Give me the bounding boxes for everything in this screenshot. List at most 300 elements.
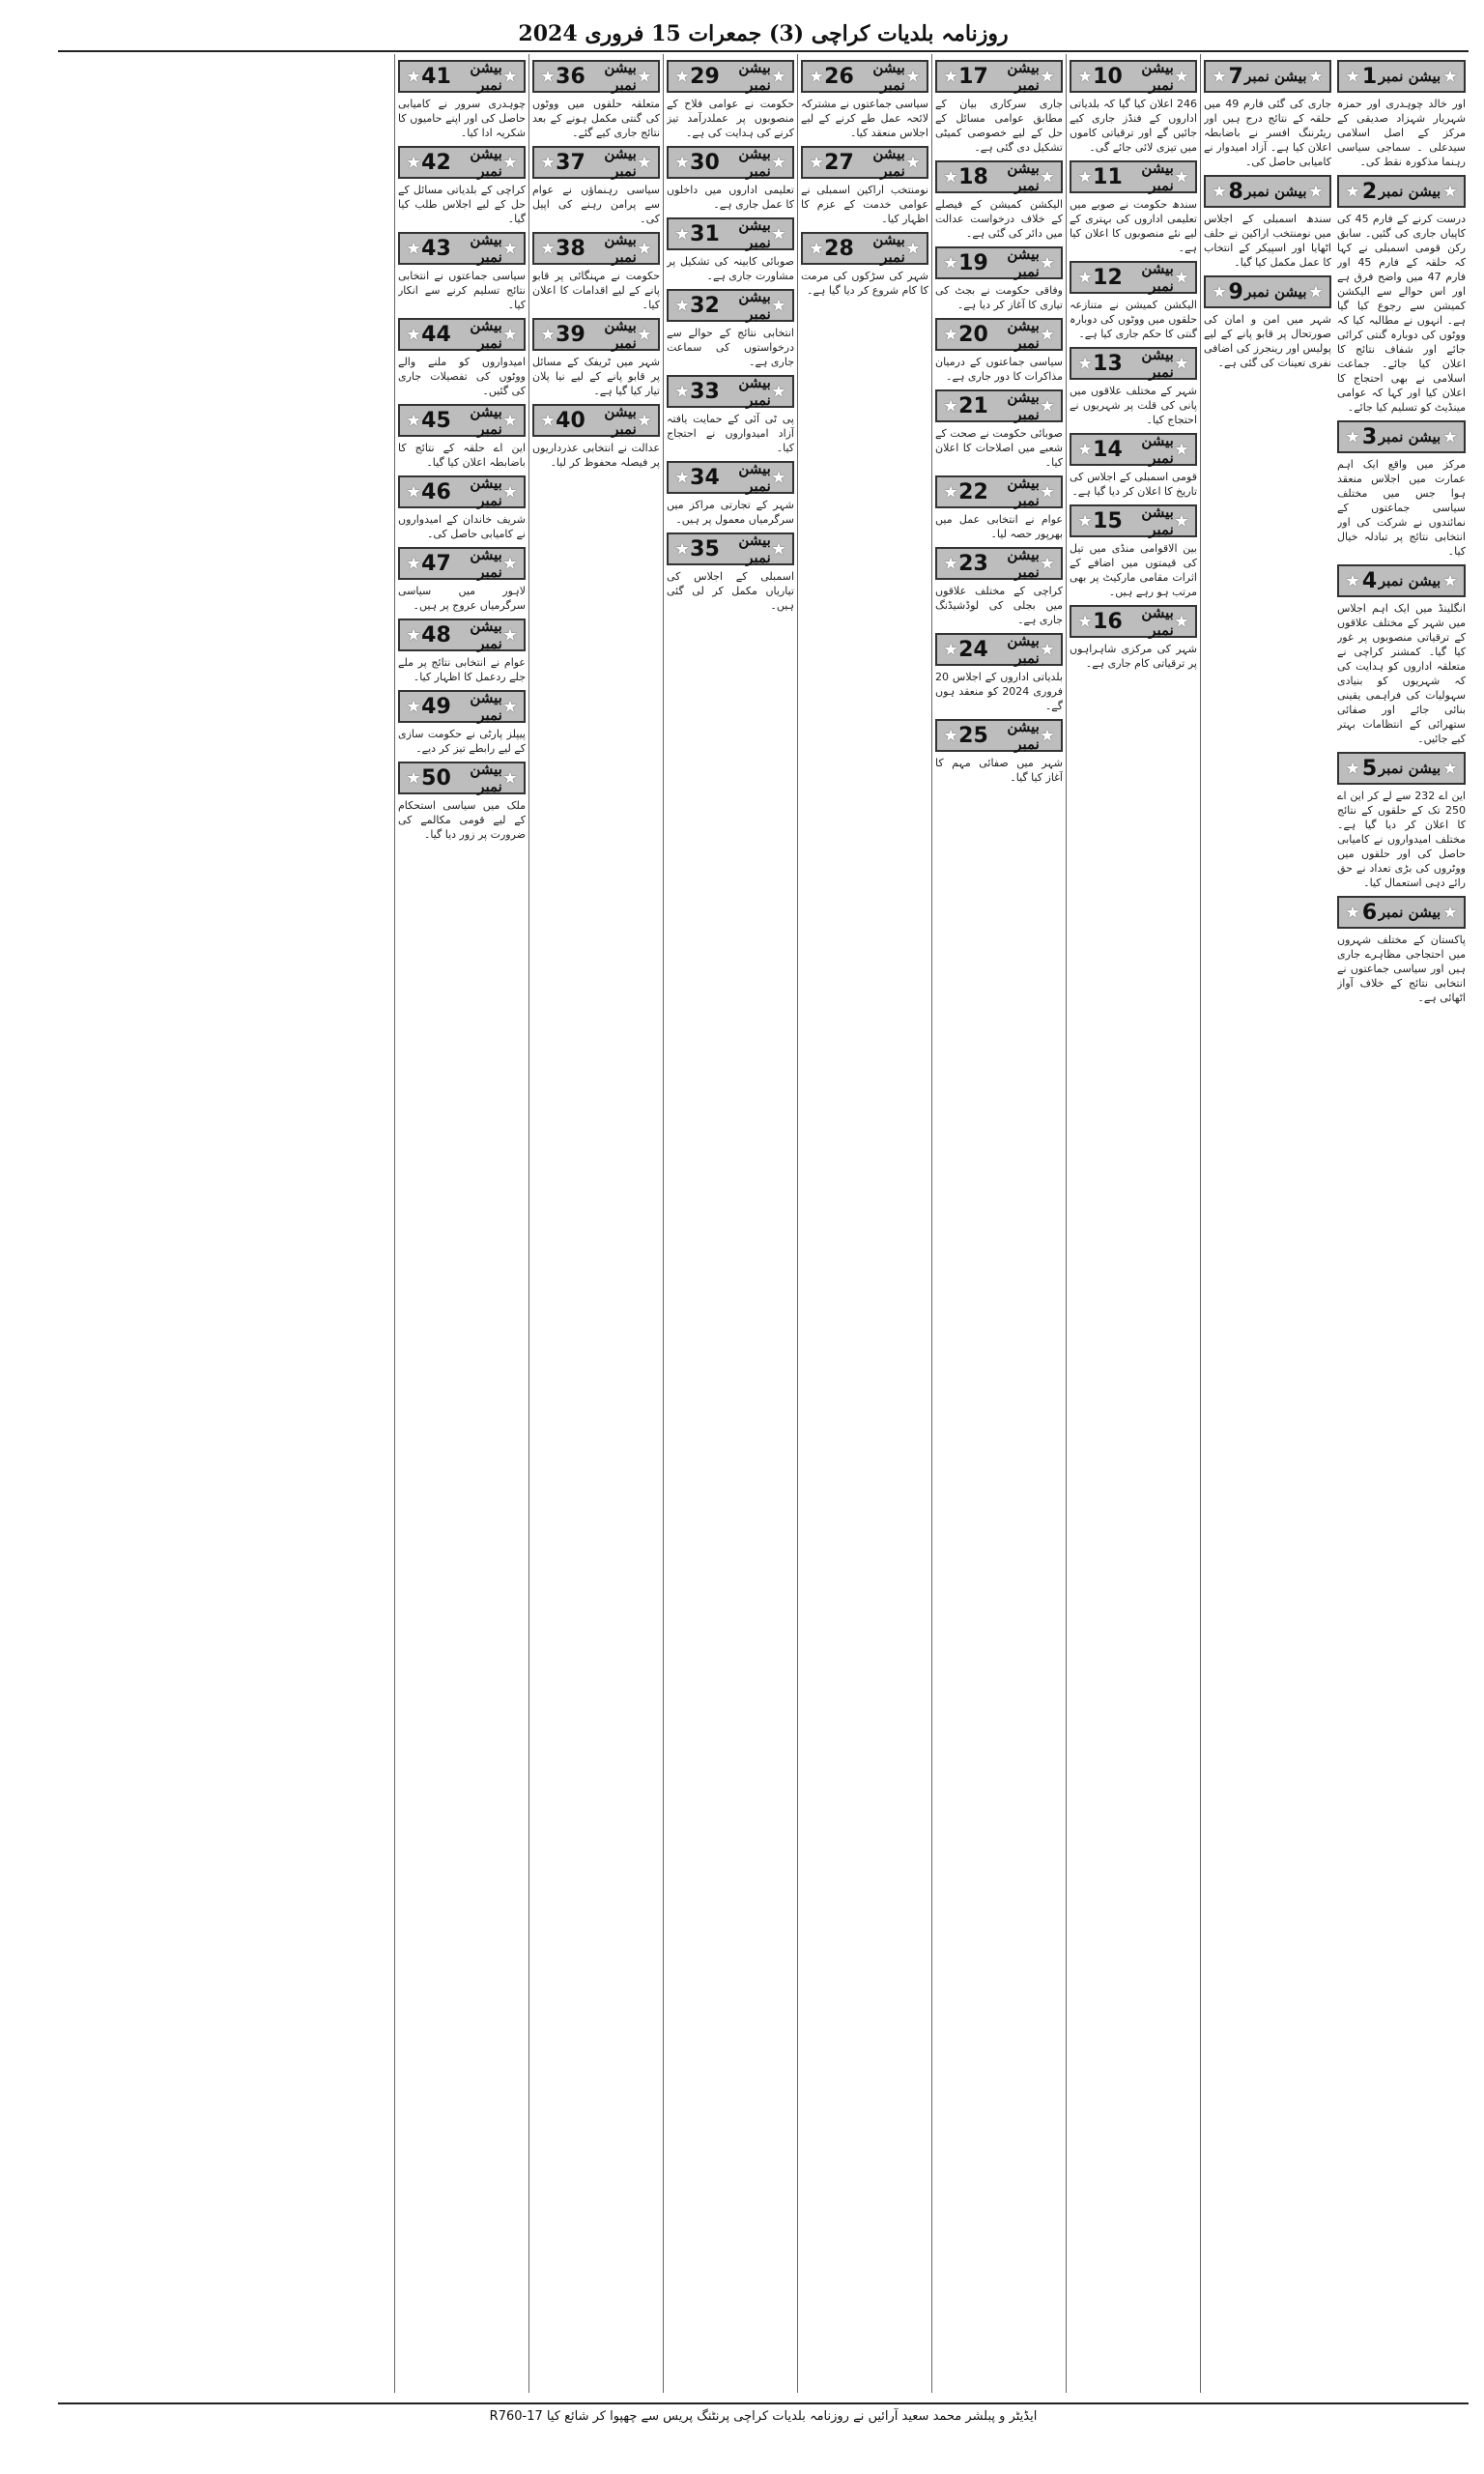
constituency-label: بیشن نمبر bbox=[1141, 346, 1174, 381]
constituency-number: 28 bbox=[824, 236, 854, 261]
constituency-header-box bbox=[398, 618, 526, 651]
constituency-label: بیشن نمبر bbox=[1244, 183, 1307, 200]
star-icon: ★ bbox=[501, 696, 518, 717]
star-icon: ★ bbox=[1039, 324, 1055, 345]
news-column bbox=[394, 54, 528, 2393]
constituency-label: بیشن نمبر bbox=[738, 59, 771, 94]
star-icon: ★ bbox=[1307, 281, 1324, 302]
constituency-number: 1 bbox=[1361, 64, 1378, 89]
article-body: 246 اعلان کیا گیا کہ بلدیاتی اداروں کے فنڈز جاری کیے جائیں گے اور ترقیاتی کاموں میں تیزی لائی جائے گی۔ bbox=[1070, 98, 1197, 154]
constituency-article bbox=[1204, 60, 1331, 169]
constituency-header-box bbox=[667, 146, 794, 179]
constituency-number: 43 bbox=[421, 236, 451, 261]
star-icon: ★ bbox=[1039, 166, 1055, 187]
star-icon: ★ bbox=[770, 538, 786, 560]
constituency-header-box bbox=[1070, 504, 1197, 537]
article-body: شہر میں امن و امان کی صورتحال پر قابو پانے کے لیے پولیس اور رینجرز کی اضافی نفری تعینات کی گئی ہے۔ bbox=[1204, 313, 1331, 369]
star-icon: ★ bbox=[1345, 181, 1361, 202]
constituency-label: بیشن نمبر bbox=[1378, 183, 1441, 200]
constituency-article bbox=[801, 232, 928, 298]
article-body: وفاقی حکومت نے بجٹ کی تیاری کا آغاز کر دیا ہے۔ bbox=[935, 284, 1063, 311]
star-icon: ★ bbox=[943, 324, 959, 345]
constituency-number: 15 bbox=[1093, 508, 1123, 533]
star-icon: ★ bbox=[904, 152, 921, 173]
constituency-label: بیشن نمبر bbox=[470, 546, 502, 581]
star-icon: ★ bbox=[1077, 267, 1094, 288]
constituency-label: بیشن نمبر bbox=[738, 288, 771, 323]
constituency-header-box bbox=[1337, 752, 1466, 785]
constituency-label: بیشن نمبر bbox=[1007, 546, 1040, 581]
star-icon: ★ bbox=[636, 410, 652, 431]
star-icon: ★ bbox=[1039, 395, 1055, 417]
article-body: انگلینڈ میں ایک اہم اجلاس میں شہر کے مختلف علاقوں کے ترقیاتی منصوبوں پر غور کیا گیا۔ کمشنر کراچی نے متعلقہ اداروں کو ہدایت کی کہ شہریوں کو بنیادی سہولیات کی فراہمی یقینی بنائی جائے اور صفائی ستھرائی کے انتظامات بہتر کیے جائیں۔ bbox=[1337, 602, 1466, 745]
constituency-number: 11 bbox=[1093, 164, 1123, 189]
constituency-header-box bbox=[1070, 160, 1197, 193]
constituency-article bbox=[398, 762, 526, 842]
constituency-number: 4 bbox=[1361, 568, 1378, 593]
constituency-article bbox=[667, 289, 794, 369]
constituency-header-box bbox=[801, 232, 928, 265]
constituency-article bbox=[532, 60, 660, 140]
article-body: الیکشن کمیشن کے فیصلے کے خلاف درخواست عدالت میں دائر کی گئی ہے۔ bbox=[935, 198, 1063, 240]
constituency-label: بیشن نمبر bbox=[604, 317, 637, 352]
star-icon: ★ bbox=[1077, 439, 1094, 460]
star-icon: ★ bbox=[501, 152, 518, 173]
constituency-label: بیشن نمبر bbox=[1378, 68, 1441, 85]
constituency-label: بیشن نمبر bbox=[1141, 503, 1174, 538]
constituency-number: 50 bbox=[421, 765, 451, 791]
article-body: شہر کی مرکزی شاہراہوں پر ترقیاتی کام جاری ہے۔ bbox=[1070, 643, 1197, 670]
star-icon: ★ bbox=[770, 381, 786, 402]
star-icon: ★ bbox=[1173, 353, 1189, 374]
star-icon: ★ bbox=[1441, 181, 1458, 202]
article-body: نومنتخب اراکین اسمبلی نے عوامی خدمت کے عزم کا اظہار کیا۔ bbox=[801, 184, 928, 225]
article-body: اور خالد چوہدری اور حمزہ شہریار شہزاد صدیقی کے مرکز کے اصل اسلامی سیدعلی ۔ سماجی سیاسی رہنما مذکورہ نقط کی۔ bbox=[1337, 98, 1466, 168]
constituency-label: بیشن نمبر bbox=[604, 59, 637, 94]
constituency-article bbox=[935, 475, 1063, 541]
star-icon: ★ bbox=[770, 66, 786, 87]
constituency-number: 31 bbox=[690, 221, 720, 246]
constituency-label: بیشن نمبر bbox=[470, 618, 502, 652]
constituency-label: بیشن نمبر bbox=[470, 59, 502, 94]
constituency-number: 49 bbox=[421, 694, 451, 719]
article-body: انتخابی نتائج کے حوالے سے درخواستوں کی سماعت جاری ہے۔ bbox=[667, 327, 794, 368]
constituency-article bbox=[1070, 347, 1197, 427]
star-icon: ★ bbox=[501, 324, 518, 345]
star-icon: ★ bbox=[406, 696, 422, 717]
constituency-number: 26 bbox=[824, 64, 854, 89]
star-icon: ★ bbox=[1173, 510, 1189, 532]
constituency-header-box bbox=[398, 762, 526, 794]
article-body: چوہدری سرور نے کامیابی حاصل کی اور اپنے حامیوں کا شکریہ ادا کیا۔ bbox=[398, 98, 526, 139]
star-icon: ★ bbox=[501, 66, 518, 87]
constituency-label: بیشن نمبر bbox=[1141, 59, 1174, 94]
constituency-article bbox=[667, 146, 794, 212]
constituency-label: بیشن نمبر bbox=[738, 460, 771, 495]
article-body: بین الاقوامی منڈی میں تیل کی قیمتوں میں اضافے کے اثرات مقامی مارکیٹ پر بھی مرتب ہو رہے ہیں۔ bbox=[1070, 542, 1197, 598]
star-icon: ★ bbox=[501, 238, 518, 259]
constituency-article bbox=[1337, 564, 1466, 746]
constituency-article bbox=[1070, 504, 1197, 599]
star-icon: ★ bbox=[809, 152, 825, 173]
constituency-header-box bbox=[398, 146, 526, 179]
constituency-article bbox=[935, 633, 1063, 713]
constituency-article bbox=[532, 404, 660, 470]
constituency-number: 48 bbox=[421, 622, 451, 647]
star-icon: ★ bbox=[943, 252, 959, 273]
article-body: عوام نے انتخابی عمل میں بھرپور حصہ لیا۔ bbox=[935, 513, 1063, 540]
masthead-title: روزنامہ بلدیات کراچی (3) جمعرات 15 فروری 2024 bbox=[518, 21, 1009, 46]
constituency-header-box bbox=[801, 146, 928, 179]
star-icon: ★ bbox=[540, 324, 556, 345]
article-body: الیکشن کمیشن نے متنازعہ حلقوں میں ووٹوں کی دوبارہ گنتی کا حکم جاری کیا ہے۔ bbox=[1070, 299, 1197, 340]
constituency-number: 41 bbox=[421, 64, 451, 89]
constituency-article bbox=[398, 318, 526, 398]
constituency-article bbox=[667, 60, 794, 140]
constituency-label: بیشن نمبر bbox=[1244, 68, 1307, 85]
article-body: لاہور میں سیاسی سرگرمیاں عروج پر ہیں۔ bbox=[398, 585, 526, 612]
article-body: شہر کے تجارتی مراکز میں سرگرمیاں معمول پر ہیں۔ bbox=[667, 499, 794, 526]
constituency-article bbox=[935, 246, 1063, 312]
constituency-article bbox=[1337, 175, 1466, 415]
star-icon: ★ bbox=[1212, 281, 1228, 302]
masthead bbox=[58, 17, 1469, 52]
constituency-article bbox=[1070, 261, 1197, 341]
star-icon: ★ bbox=[406, 152, 422, 173]
constituency-label: بیشن نمبر bbox=[470, 317, 502, 352]
constituency-header-box bbox=[1070, 261, 1197, 294]
article-body: سیاسی جماعتوں کے درمیان مذاکرات کا دور جاری ہے۔ bbox=[935, 356, 1063, 383]
article-body: پیپلز پارٹی نے حکومت سازی کے لیے رابطے تیز کر دیے۔ bbox=[398, 728, 526, 755]
article-body: قومی اسمبلی کے اجلاس کی تاریخ کا اعلان کر دیا گیا ہے۔ bbox=[1070, 471, 1197, 498]
constituency-header-box bbox=[935, 719, 1063, 752]
constituency-label: بیشن نمبر bbox=[872, 231, 905, 266]
constituency-label: بیشن نمبر bbox=[470, 231, 502, 266]
constituency-header-box bbox=[1337, 175, 1466, 208]
constituency-number: 6 bbox=[1361, 900, 1378, 925]
star-icon: ★ bbox=[770, 295, 786, 316]
constituency-header-box bbox=[935, 318, 1063, 351]
constituency-header-box bbox=[532, 60, 660, 93]
article-body: شہر میں ٹریفک کے مسائل پر قابو پانے کے لیے نیا پلان تیار کیا گیا ہے۔ bbox=[532, 356, 660, 397]
constituency-label: بیشن نمبر bbox=[1007, 388, 1040, 423]
star-icon: ★ bbox=[1077, 66, 1094, 87]
constituency-label: بیشن نمبر bbox=[738, 532, 771, 566]
star-icon: ★ bbox=[1173, 439, 1189, 460]
constituency-label: بیشن نمبر bbox=[1378, 904, 1441, 921]
constituency-article bbox=[398, 547, 526, 613]
constituency-header-box bbox=[1337, 60, 1466, 93]
star-icon: ★ bbox=[1345, 758, 1361, 779]
constituency-header-box bbox=[1070, 347, 1197, 380]
star-icon: ★ bbox=[1173, 166, 1189, 187]
constituency-label: بیشن نمبر bbox=[1378, 760, 1441, 777]
star-icon: ★ bbox=[406, 324, 422, 345]
article-body: این اے حلقہ کے نتائج کا باضابطہ اعلان کیا گیا۔ bbox=[398, 442, 526, 469]
news-column bbox=[528, 54, 663, 2393]
star-icon: ★ bbox=[904, 66, 921, 87]
constituency-number: 20 bbox=[958, 322, 988, 347]
constituency-header-box bbox=[935, 475, 1063, 508]
star-icon: ★ bbox=[1039, 553, 1055, 574]
constituency-number: 32 bbox=[690, 293, 720, 318]
constituency-header-box bbox=[935, 633, 1063, 666]
constituency-label: بیشن نمبر bbox=[1378, 428, 1441, 446]
constituency-header-box bbox=[1204, 275, 1331, 308]
constituency-number: 45 bbox=[421, 408, 451, 433]
article-body: سندھ حکومت نے صوبے میں تعلیمی اداروں کی بہتری کے لیے نئے منصوبوں کا اعلان کیا ہے۔ bbox=[1070, 198, 1197, 254]
article-body: جاری سرکاری بیان کے مطابق عوامی مسائل کے حل کے لیے خصوصی کمیٹی تشکیل دی گئی ہے۔ bbox=[935, 98, 1063, 154]
constituency-header-box bbox=[667, 289, 794, 322]
constituency-number: 35 bbox=[690, 536, 720, 561]
imprint-footer bbox=[58, 2402, 1469, 2430]
constituency-label: بیشن نمبر bbox=[604, 231, 637, 266]
star-icon: ★ bbox=[1441, 570, 1458, 591]
news-column bbox=[1066, 54, 1200, 2393]
constituency-article bbox=[1337, 896, 1466, 1005]
star-icon: ★ bbox=[1039, 481, 1055, 503]
constituency-header-box bbox=[398, 547, 526, 580]
star-icon: ★ bbox=[1039, 725, 1055, 746]
constituency-header-box bbox=[532, 318, 660, 351]
constituency-number: 30 bbox=[690, 150, 720, 175]
constituency-article bbox=[801, 60, 928, 140]
constituency-article bbox=[667, 461, 794, 527]
star-icon: ★ bbox=[636, 66, 652, 87]
star-icon: ★ bbox=[1173, 611, 1189, 632]
constituency-article bbox=[398, 475, 526, 541]
star-icon: ★ bbox=[1212, 181, 1228, 202]
constituency-number: 34 bbox=[690, 465, 720, 490]
constituency-number: 42 bbox=[421, 150, 451, 175]
constituency-number: 10 bbox=[1093, 64, 1123, 89]
constituency-number: 17 bbox=[958, 64, 988, 89]
constituency-header-box bbox=[935, 547, 1063, 580]
star-icon: ★ bbox=[674, 467, 691, 488]
constituency-number: 27 bbox=[824, 150, 854, 175]
article-body: صوبائی حکومت نے صحت کے شعبے میں اصلاحات کا اعلان کیا۔ bbox=[935, 427, 1063, 469]
constituency-label: بیشن نمبر bbox=[1244, 283, 1307, 301]
constituency-article bbox=[398, 60, 526, 140]
star-icon: ★ bbox=[501, 553, 518, 574]
constituency-article bbox=[1070, 605, 1197, 671]
star-icon: ★ bbox=[674, 295, 691, 316]
star-icon: ★ bbox=[674, 223, 691, 245]
article-body: ملک میں سیاسی استحکام کے لیے قومی مکالمے کی ضرورت پر زور دیا گیا۔ bbox=[398, 799, 526, 841]
star-icon: ★ bbox=[501, 767, 518, 789]
constituency-header-box bbox=[532, 232, 660, 265]
star-icon: ★ bbox=[1077, 611, 1094, 632]
star-icon: ★ bbox=[1039, 252, 1055, 273]
star-icon: ★ bbox=[770, 223, 786, 245]
article-body: شریف خاندان کے امیدواروں نے کامیابی حاصل کی۔ bbox=[398, 513, 526, 540]
star-icon: ★ bbox=[1077, 353, 1094, 374]
constituency-label: بیشن نمبر bbox=[1378, 572, 1441, 590]
star-icon: ★ bbox=[943, 553, 959, 574]
star-icon: ★ bbox=[1173, 267, 1189, 288]
news-column bbox=[1334, 54, 1469, 2393]
constituency-number: 25 bbox=[958, 723, 988, 748]
star-icon: ★ bbox=[1441, 66, 1458, 87]
constituency-label: بیشن نمبر bbox=[738, 216, 771, 251]
article-body: این اے 232 سے لے کر این اے 250 تک کے حلقوں کے نتائج کا اعلان کر دیا گیا ہے۔ مختلف امیدواروں نے کامیابی حاصل کی اور حلقوں میں ووٹروں کی بڑی تعداد نے حق رائے دہی استعمال کیا۔ bbox=[1337, 790, 1466, 889]
constituency-header-box bbox=[935, 160, 1063, 193]
star-icon: ★ bbox=[406, 238, 422, 259]
constituency-number: 12 bbox=[1093, 265, 1123, 290]
news-columns bbox=[58, 54, 1469, 2393]
star-icon: ★ bbox=[943, 639, 959, 660]
article-body: عدالت نے انتخابی عذرداریوں پر فیصلہ محفوظ کر لیا۔ bbox=[532, 442, 660, 469]
constituency-header-box bbox=[667, 461, 794, 494]
star-icon: ★ bbox=[770, 152, 786, 173]
constituency-header-box bbox=[1337, 420, 1466, 453]
constituency-number: 46 bbox=[421, 479, 451, 504]
star-icon: ★ bbox=[674, 66, 691, 87]
constituency-header-box bbox=[1070, 433, 1197, 466]
constituency-number: 33 bbox=[690, 379, 720, 404]
news-column bbox=[797, 54, 931, 2393]
star-icon: ★ bbox=[1077, 166, 1094, 187]
constituency-header-box bbox=[801, 60, 928, 93]
constituency-header-box bbox=[398, 690, 526, 723]
star-icon: ★ bbox=[406, 481, 422, 503]
star-icon: ★ bbox=[406, 66, 422, 87]
star-icon: ★ bbox=[943, 725, 959, 746]
constituency-label: بیشن نمبر bbox=[1007, 245, 1040, 280]
constituency-number: 9 bbox=[1228, 279, 1243, 304]
star-icon: ★ bbox=[1345, 66, 1361, 87]
article-body: شہر کی سڑکوں کی مرمت کا کام شروع کر دیا گیا ہے۔ bbox=[801, 270, 928, 297]
constituency-number: 40 bbox=[556, 408, 585, 433]
article-body: شہر میں صفائی مہم کا آغاز کیا گیا۔ bbox=[935, 757, 1063, 784]
article-body: صوبائی کابینہ کی تشکیل پر مشاورت جاری ہے۔ bbox=[667, 255, 794, 282]
constituency-header-box bbox=[667, 375, 794, 408]
constituency-article bbox=[935, 719, 1063, 785]
constituency-number: 7 bbox=[1228, 64, 1243, 89]
star-icon: ★ bbox=[904, 238, 921, 259]
star-icon: ★ bbox=[943, 166, 959, 187]
article-body: سیاسی رہنماؤں نے عوام سے پرامن رہنے کی اپیل کی۔ bbox=[532, 184, 660, 225]
constituency-article bbox=[1070, 160, 1197, 255]
constituency-label: بیشن نمبر bbox=[604, 403, 637, 438]
constituency-header-box bbox=[935, 246, 1063, 279]
constituency-article bbox=[667, 217, 794, 283]
constituency-number: 2 bbox=[1361, 179, 1378, 204]
star-icon: ★ bbox=[1441, 426, 1458, 447]
article-body: پی ٹی آئی کے حمایت یافتہ آزاد امیدواروں نے احتجاج کیا۔ bbox=[667, 413, 794, 454]
constituency-label: بیشن نمبر bbox=[470, 403, 502, 438]
constituency-label: بیشن نمبر bbox=[604, 145, 637, 180]
constituency-header-box bbox=[667, 532, 794, 565]
constituency-article bbox=[398, 146, 526, 226]
constituency-article bbox=[532, 232, 660, 312]
constituency-label: بیشن نمبر bbox=[470, 761, 502, 795]
star-icon: ★ bbox=[674, 538, 691, 560]
constituency-number: 13 bbox=[1093, 351, 1123, 376]
constituency-header-box bbox=[398, 475, 526, 508]
constituency-label: بیشن نمبر bbox=[738, 374, 771, 409]
constituency-number: 47 bbox=[421, 551, 451, 576]
constituency-header-box bbox=[935, 60, 1063, 93]
star-icon: ★ bbox=[943, 395, 959, 417]
star-icon: ★ bbox=[1039, 639, 1055, 660]
constituency-label: بیشن نمبر bbox=[1141, 604, 1174, 639]
constituency-number: 3 bbox=[1361, 424, 1378, 449]
star-icon: ★ bbox=[406, 410, 422, 431]
constituency-article bbox=[667, 532, 794, 613]
constituency-label: بیشن نمبر bbox=[872, 59, 905, 94]
constituency-header-box bbox=[1337, 564, 1466, 597]
star-icon: ★ bbox=[406, 624, 422, 646]
constituency-label: بیشن نمبر bbox=[1141, 159, 1174, 194]
constituency-article bbox=[1070, 433, 1197, 499]
constituency-label: بیشن نمبر bbox=[470, 475, 502, 509]
constituency-number: 23 bbox=[958, 551, 988, 576]
star-icon: ★ bbox=[636, 152, 652, 173]
constituency-label: بیشن نمبر bbox=[738, 145, 771, 180]
star-icon: ★ bbox=[540, 66, 556, 87]
constituency-article bbox=[1204, 175, 1331, 270]
constituency-number: 29 bbox=[690, 64, 720, 89]
constituency-article bbox=[935, 547, 1063, 627]
constituency-label: بیشن نمبر bbox=[1007, 317, 1040, 352]
constituency-header-box bbox=[398, 232, 526, 265]
star-icon: ★ bbox=[1307, 181, 1324, 202]
star-icon: ★ bbox=[1173, 66, 1189, 87]
constituency-article bbox=[935, 160, 1063, 241]
article-body: تعلیمی اداروں میں داخلوں کا عمل جاری ہے۔ bbox=[667, 184, 794, 211]
star-icon: ★ bbox=[1307, 66, 1324, 87]
constituency-header-box bbox=[532, 404, 660, 437]
constituency-number: 21 bbox=[958, 393, 988, 418]
star-icon: ★ bbox=[501, 481, 518, 503]
constituency-header-box bbox=[398, 404, 526, 437]
constituency-article bbox=[935, 60, 1063, 155]
star-icon: ★ bbox=[1077, 510, 1094, 532]
constituency-number: 16 bbox=[1093, 609, 1123, 634]
constituency-header-box bbox=[667, 217, 794, 250]
constituency-number: 38 bbox=[556, 236, 585, 261]
star-icon: ★ bbox=[943, 66, 959, 87]
constituency-number: 36 bbox=[556, 64, 585, 89]
article-body: کراچی کے بلدیاتی مسائل کے حل کے لیے اجلاس طلب کیا گیا۔ bbox=[398, 184, 526, 225]
constituency-label: بیشن نمبر bbox=[1141, 432, 1174, 467]
constituency-number: 22 bbox=[958, 479, 988, 504]
constituency-header-box bbox=[398, 60, 526, 93]
constituency-article bbox=[935, 318, 1063, 384]
constituency-label: بیشن نمبر bbox=[470, 689, 502, 724]
constituency-number: 44 bbox=[421, 322, 451, 347]
constituency-label: بیشن نمبر bbox=[1007, 718, 1040, 753]
constituency-label: بیشن نمبر bbox=[1007, 632, 1040, 667]
constituency-header-box bbox=[532, 146, 660, 179]
constituency-header-box bbox=[667, 60, 794, 93]
article-body: جاری کی گئی فارم 49 میں حلقہ کے نتائج درج ہیں اور ریٹرننگ افسر نے باضابطہ اعلان کیا ہے۔ آزاد امیدوار نے کامیابی حاصل کی۔ bbox=[1204, 98, 1331, 168]
constituency-article bbox=[1337, 60, 1466, 169]
constituency-label: بیشن نمبر bbox=[1007, 159, 1040, 194]
article-body: حکومت نے عوامی فلاح کے منصوبوں پر عملدرآمد تیز کرنے کی ہدایت کی ہے۔ bbox=[667, 98, 794, 139]
star-icon: ★ bbox=[636, 238, 652, 259]
star-icon: ★ bbox=[1345, 426, 1361, 447]
article-body: متعلقہ حلقوں میں ووٹوں کی گنتی مکمل ہونے کے بعد نتائج جاری کیے گئے۔ bbox=[532, 98, 660, 139]
star-icon: ★ bbox=[501, 624, 518, 646]
constituency-number: 24 bbox=[958, 637, 988, 662]
news-column bbox=[663, 54, 797, 2393]
star-icon: ★ bbox=[1345, 902, 1361, 923]
constituency-label: بیشن نمبر bbox=[1007, 59, 1040, 94]
constituency-number: 5 bbox=[1361, 756, 1378, 781]
constituency-number: 39 bbox=[556, 322, 585, 347]
